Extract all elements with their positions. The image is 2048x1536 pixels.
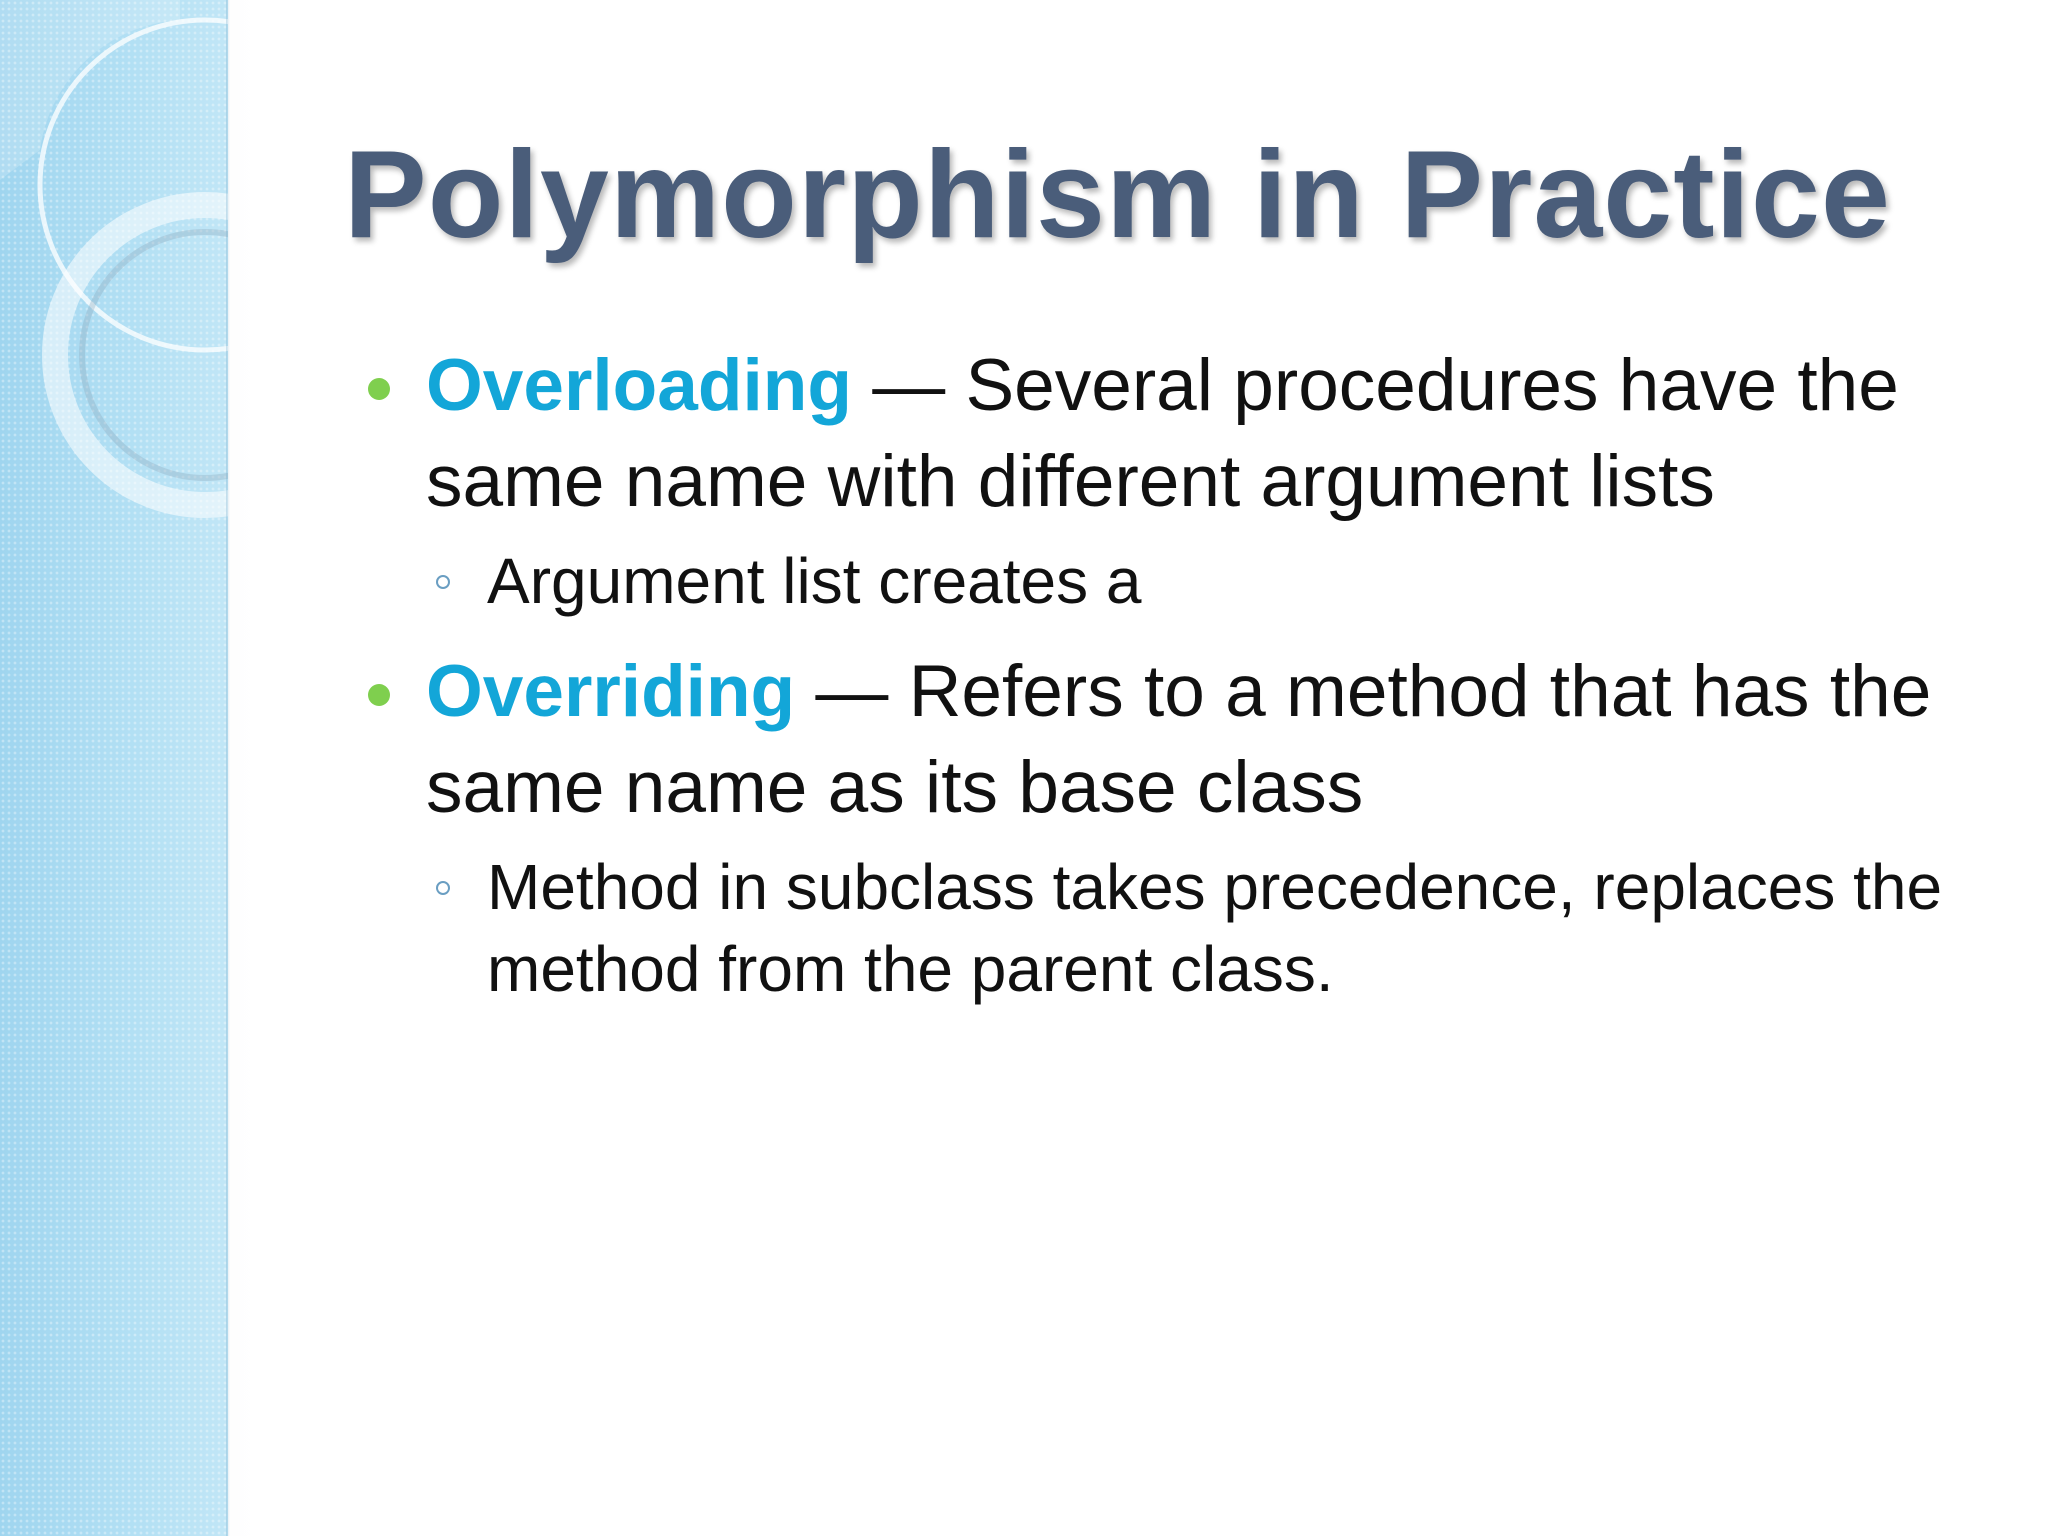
decorative-rings [0,0,228,1536]
sub-bullet-text: Argument list creates a [487,545,1142,617]
slide-body [360,338,2000,1032]
sub-bullet-text: Method in subclass takes precedence, replaces the method from the parent class. [487,851,1943,1005]
decorative-side-panel [0,0,228,1536]
bullet-term: Overriding [426,651,796,732]
hollow-circle-bullet-icon [436,881,450,895]
sub-bullet-item [360,540,2000,622]
slide-title: Polymorphism in Practice [344,126,1891,264]
bullet-text: — Refers to a method that has the same name as its base class [426,651,1932,828]
sub-bullet-item [360,846,2000,1010]
bullet-term: Overloading [426,345,852,426]
hollow-circle-bullet-icon [436,575,450,589]
bullet-dot-icon [368,684,390,706]
bullet-item-overriding [360,644,2000,836]
bullet-text: — Several procedures have the same name with different argument lists [426,345,1899,522]
bullet-item-overloading [360,338,2000,530]
side-panel-edge [226,0,230,1536]
bullet-dot-icon [368,378,390,400]
